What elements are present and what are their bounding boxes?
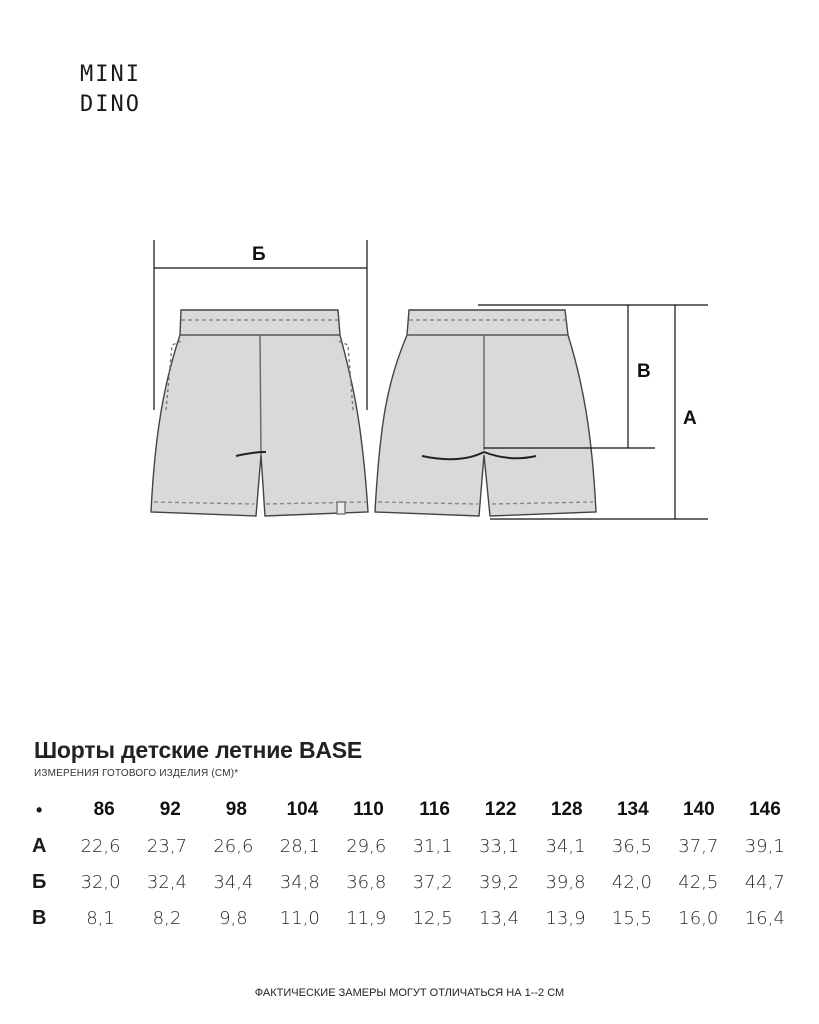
value-cell: 16,4	[744, 907, 785, 929]
value-cell: 33,1	[479, 835, 520, 857]
size-cell: 110	[353, 799, 384, 820]
rise-dimension-label: В	[637, 361, 651, 382]
value-cell: 12,5	[412, 907, 453, 929]
value-cell: 28,1	[279, 835, 320, 857]
product-title: Шорты детские летние BASE	[34, 737, 363, 763]
value-cell: 23,7	[146, 835, 187, 857]
value-cell: 8,1	[86, 907, 115, 929]
size-cell: 116	[419, 799, 450, 820]
size-cell: 86	[93, 799, 115, 820]
value-cell: 42,5	[678, 871, 719, 893]
value-cell: 13,4	[479, 907, 520, 929]
brand-logo-line2: DINO	[80, 92, 141, 117]
size-cell: 146	[749, 799, 781, 820]
width-dimension-label: Б	[252, 244, 266, 265]
value-cell: 11,0	[279, 907, 320, 929]
size-cell: 122	[484, 799, 517, 820]
value-cell: 39,1	[744, 835, 785, 857]
value-cell: 42,0	[611, 871, 652, 893]
value-cell: 15,5	[611, 907, 652, 929]
value-cell: 32,0	[80, 871, 121, 893]
size-table-header	[28, 792, 798, 828]
value-cell: 11,9	[346, 907, 387, 929]
size-cell: 128	[550, 799, 583, 820]
header-bullet: •	[36, 799, 43, 820]
value-cell: 31,1	[412, 835, 453, 857]
value-cell: 34,1	[545, 835, 586, 857]
size-cell: 92	[159, 799, 181, 820]
table-row-v	[28, 900, 798, 936]
shorts-back-view	[375, 310, 596, 516]
value-cell: 44,7	[744, 871, 785, 893]
value-cell: 36,5	[611, 835, 652, 857]
row-label: А	[32, 834, 47, 857]
measurement-note: ИЗМЕРЕНИЯ ГОТОВОГО ИЗДЕЛИЯ (СМ)*	[34, 768, 239, 779]
value-cell: 32,4	[146, 871, 187, 893]
table-row-b	[28, 864, 798, 900]
value-cell: 37,2	[412, 871, 453, 893]
value-cell: 36,8	[346, 871, 387, 893]
size-cell: 134	[616, 799, 649, 820]
size-table	[28, 792, 798, 936]
value-cell: 39,8	[545, 871, 586, 893]
value-cell: 37,7	[678, 835, 719, 857]
row-label: В	[32, 906, 47, 929]
value-cell: 34,4	[213, 871, 254, 893]
table-row-a	[28, 828, 798, 864]
shorts-front-view	[151, 310, 368, 516]
value-cell: 8,2	[152, 907, 182, 929]
size-cell: 140	[683, 799, 715, 820]
size-cell: 98	[225, 799, 247, 820]
length-dimension-label: А	[683, 408, 697, 429]
footer-note: ФАКТИЧЕСКИЕ ЗАМЕРЫ МОГУТ ОТЛИЧАТЬСЯ НА 1--2 СМ	[254, 987, 565, 999]
value-cell: 29,6	[346, 835, 387, 857]
value-cell: 26,6	[213, 835, 254, 857]
row-label: Б	[32, 870, 47, 893]
value-cell: 16,0	[678, 907, 719, 929]
size-cell: 104	[286, 799, 319, 820]
value-cell: 39,2	[479, 871, 520, 893]
value-cell: 22,6	[80, 835, 121, 857]
value-cell: 9,8	[219, 907, 248, 929]
value-cell: 34,8	[279, 871, 320, 893]
brand-logo-line1: MINI	[80, 62, 141, 87]
value-cell: 13,9	[545, 907, 586, 929]
